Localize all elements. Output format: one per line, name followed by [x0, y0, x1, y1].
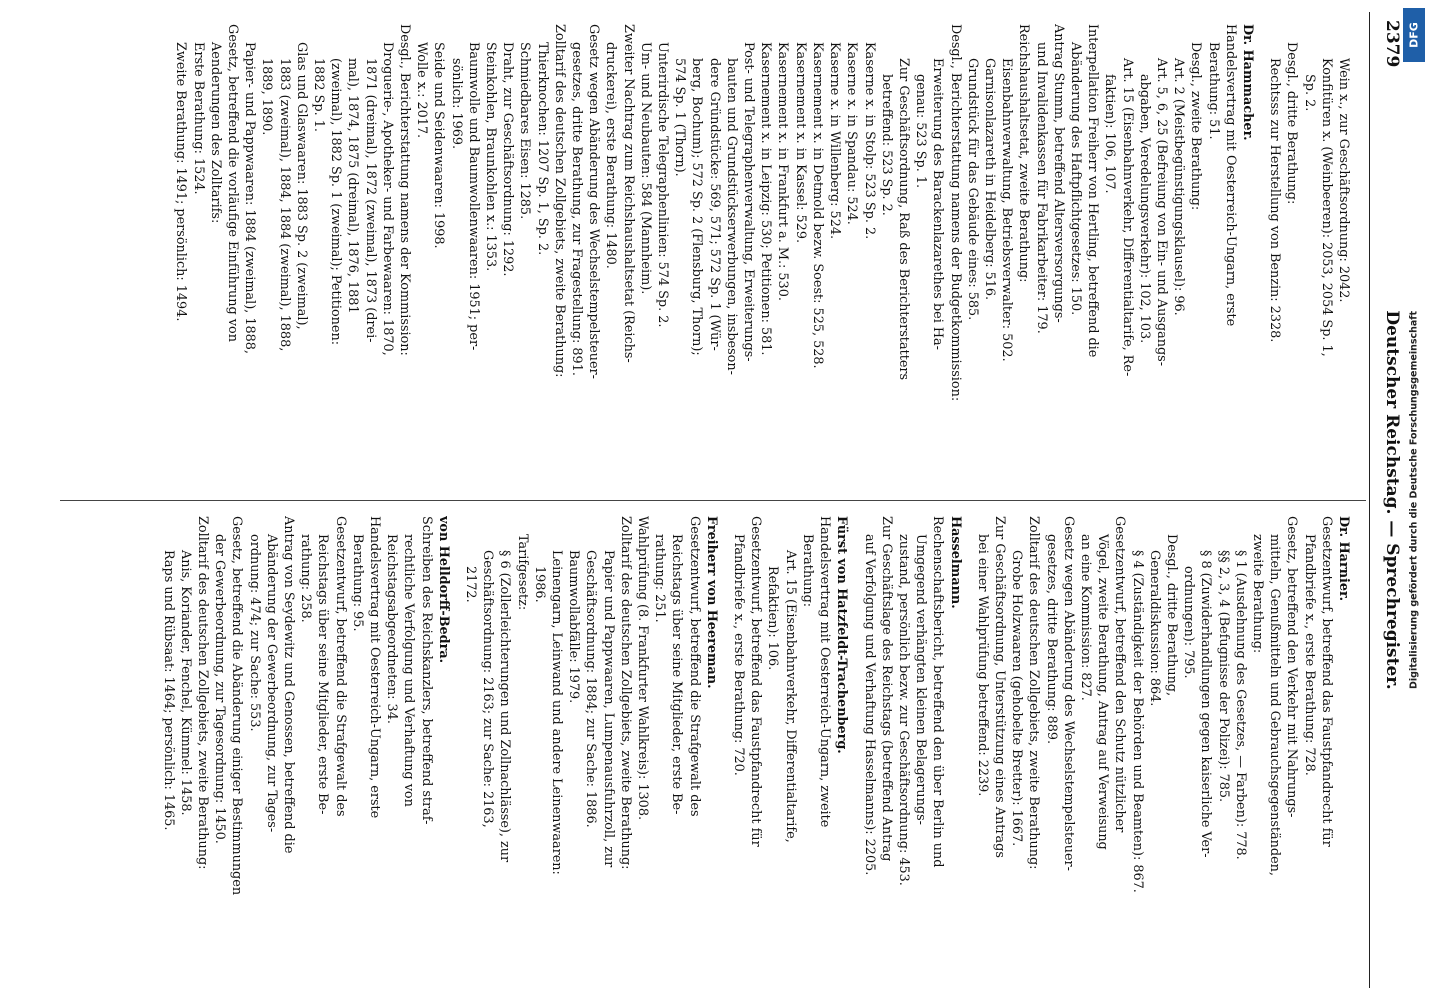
- right-column-entry-line: gesetzes, dritte Berathung: 889.: [1043, 534, 1059, 745]
- right-column-entry-line: ordnungen): 795.: [1181, 566, 1197, 679]
- right-column-entry-line: 2172.: [463, 566, 479, 603]
- right-column-entry-line: Abänderung der Gewerbeordnung, zur Tages-: [263, 534, 279, 833]
- left-column-entry-line: Grundstück für das Gebäude eines: 585.: [964, 58, 980, 321]
- right-column-entry-line: § 8 (Zuwiderhandlungen gegen kaiserliche Ver-: [1198, 550, 1214, 858]
- right-column-entry-line: § 1 (Ausdehnung des Gesetzes, — Farben): 778.: [1232, 550, 1248, 860]
- right-column-entry-line: zustand, persönlich bezw. zur Geschäftsordnung: 453.: [895, 534, 911, 886]
- left-column-entry-line: Zweiter Nachtrag zum Reichshaushaltsetat (Reichs-: [620, 24, 636, 363]
- digitization-strip: [1402, 8, 1426, 993]
- left-column-entry-line: berg, Bochum); 572 Sp. 2 (Flensburg, Thorn);: [689, 58, 705, 356]
- right-column-speaker-name: Dr. Harnier.: [1336, 516, 1351, 602]
- right-column-entry-line: Umgegend verhängten kleinen Belagerungs-: [913, 534, 929, 825]
- right-column-entry-line: Gesetzentwurf, betreffend das Faustpfandrecht für: [748, 516, 764, 847]
- right-column-entry-line: Berathung: 95.: [349, 534, 365, 632]
- left-column-entry-line: Desgl., dritte Berathung:: [1284, 42, 1300, 205]
- dfg-logo-text: DFG: [1407, 22, 1421, 48]
- right-column-entry-line: Reichstags über seine Mitglieder, erste Be-: [315, 534, 331, 815]
- right-column-entry-line: mitteln, Genußmitteln und Gebrauchsgegenständen,: [1267, 534, 1283, 876]
- left-column-entry-line: 1871 (dreimal), 1872 (zweimal), 1873 (drei-: [362, 58, 378, 343]
- left-column-entry-line: Antrag Stumm, betreffend Altersversorgungs-: [1050, 24, 1066, 323]
- left-column-entry-line: Zur Geschäftsordnung, Raß des Berichterstatters: [895, 58, 911, 381]
- left-column-entry-line: (zweimal), 1882 Sp. 1 (zweimal); Petitionen:: [328, 58, 344, 346]
- left-column-entry-line: Zolltarif des deutschen Zollgebiets, zweite Berathung:: [551, 24, 567, 378]
- left-column-entry-line: Kasernement x. in Kassel: 529.: [792, 42, 808, 244]
- left-column-entry-line: Kaserne x. in Willenberg: 524.: [827, 42, 843, 240]
- left-column-entry-line: faktien): 106, 107.: [1102, 74, 1118, 194]
- right-column-entry-line: Pfandbriefe x., erste Berathung: 720.: [731, 534, 747, 776]
- right-column-entry-line: § 4 (Zuständigkeit der Behörden und Beamten): 867.: [1129, 550, 1145, 893]
- left-column-entry-line: Papier- und Pappwaaren: 1884 (zweimal), 1888,: [242, 42, 258, 354]
- right-column-entry-line: Generaldiskussion: 864.: [1146, 550, 1162, 707]
- right-column-entry-line: Zolltarif des deutschen Zollgebiets, zweite Berathung:: [1026, 516, 1042, 870]
- right-column-entry-line: Zolltarif des deutschen Zollgebiets, zweite Berathung:: [195, 516, 210, 870]
- right-column-entry-line: an eine Kommission: 827.: [1077, 534, 1093, 701]
- left-column-entry-line: Berathung: 51.: [1205, 42, 1221, 140]
- left-column-entry-line: Reichshaushaltsetat, zweite Berathung:: [1016, 24, 1032, 283]
- left-column-entry-line: 1889, 1890.: [259, 58, 275, 136]
- left-column-entry-line: Rechtsss zur Herstellung von Benzin: 2328.: [1267, 58, 1283, 343]
- header-rule: [1369, 12, 1370, 988]
- left-column-entry-line: Interpellation Freiherr von Hertling, betreffend die: [1085, 24, 1101, 358]
- left-column-entry-line: Abänderung des Haftpflichtgesetzes: 150.: [1067, 42, 1083, 316]
- right-column-spacer: [452, 516, 462, 974]
- right-column-entry-line: Zur Geschäftsordnung, Unterstützung eines Antrags: [991, 516, 1007, 858]
- left-column-entry-line: dere Gründstücke: 569, 571; 572 Sp. 1 (Wür-: [706, 58, 722, 351]
- right-column-entry-line: Geschäftsordnung: 1884; zur Sache: 1886.: [583, 550, 599, 828]
- left-column-entry-line: Art. 5, 6, 25 (Befreiung von Ein- und Ausgangs-: [1153, 58, 1169, 367]
- left-column-entry-line: Wolle x.: 2017.: [414, 42, 430, 139]
- left-column-entry-line: Desgl., zweite Berathung:: [1188, 42, 1204, 211]
- right-column-entry-line: Reichstags über seine Mitglieder, erste Be-: [669, 534, 685, 815]
- right-column-entry-line: Zur Geschäftslage des Reichstags (betreffend Antrag: [878, 516, 894, 862]
- left-column-entry-line: Desgl., Berichterstattung namens der Kommission:: [397, 24, 413, 356]
- left-column-entry-line: mal), 1874, 1875 (dreimal), 1876, 1881: [345, 58, 361, 314]
- left-column-entry-line: Aenderungen des Zolltarifs:: [207, 42, 223, 224]
- left-column-entry-line: Gesetz, betreffend die vorläufige Einführung von: [225, 24, 240, 342]
- left-column-entry-line: Schmiedbares Eisen: 1285.: [517, 42, 533, 220]
- right-column-speaker-name: Fürst von Hatzfeldt-Trachenberg.: [834, 516, 850, 754]
- right-column-entry-line: Antrag von Seydewitz und Genossen, betreffend die: [281, 516, 297, 854]
- left-column-entry-line: Kasernement x. in Frankfurt a. M.: 530.: [775, 42, 791, 301]
- left-column-entry-line: Wein x., zur Geschäftsordnung: 2042.: [1336, 58, 1351, 303]
- page-header: [1372, 20, 1402, 980]
- right-column-entry-line: Desgl., dritte Berathung,: [1163, 534, 1179, 697]
- left-column-entry-line: Kasernement x. in Detmold bezw. Soest: 525, 528.: [809, 42, 825, 369]
- right-column-spacer: [850, 516, 860, 974]
- left-column-entry-line: Handelsvertrag mit Oesterreich-Ungarn, erste: [1222, 24, 1238, 327]
- right-column-entry-line: Leinengarn, Leinwand und andere Leinenwaaren:: [549, 550, 565, 875]
- left-column-entry-line: Unterirdische Telegraphenlinien: 574 Sp. 2.: [655, 42, 671, 328]
- column-divider: [60, 500, 1366, 501]
- right-column-entry-line: Gesetzentwurf, betreffend das Faustpfandrecht für: [1318, 516, 1334, 847]
- left-column-entry-line: und Invalidenkassen für Fabrikarbeiter: 179.: [1033, 42, 1049, 334]
- right-column-entry-line: Handelsvertrag mit Oesterreich-Ungarn, erste: [367, 516, 383, 819]
- digitization-note: Digitalisierung gefördert durch die Deutsche Forschungsgemeinschaft: [1408, 311, 1420, 689]
- right-column-entry-line: Schreiben des Reichskanzlers, betreffend straf-: [418, 516, 434, 825]
- left-column-entry-line: genau: 523 Sp. 1.: [913, 74, 929, 189]
- left-column-entry-line: Kaserne x. in Stolp: 523 Sp. 2.: [861, 42, 877, 240]
- right-column-entry-line: ordnung: 474; zur Sache: 553.: [246, 534, 262, 732]
- right-column-entry-line: Gesetzentwurf, betreffend den Schutz nützlicher: [1112, 516, 1128, 833]
- right-column-entry-line: Anis, Koriander, Fenchel, Kümmel: 1458.: [177, 550, 193, 816]
- left-column-entry-line: 1883 (zweimal), 1884, 1884 (zweimal), 1888,: [276, 58, 292, 352]
- right-column-entry-line: Reichstagsabgeordneten: 34.: [384, 534, 400, 724]
- right-column-entry-line: rathung: 251.: [652, 534, 668, 623]
- right-column-entry-line: Raps und Rübsaat: 1464; persönlich: 1465.: [160, 550, 176, 831]
- left-column-entry-line: Um- und Neubauten: 584 (Mannheim).: [637, 42, 653, 295]
- left-column-entry-line: Gesetz wegen Abänderung des Wechselstempelsteuer-: [586, 24, 602, 379]
- right-column-spacer: [720, 516, 730, 974]
- right-column-entry-line: Gesetzentwurf, betreffend die Strafgewalt des: [332, 516, 348, 817]
- right-column-entry-line: Gesetzentwurf, betreffend die Strafgewalt des: [686, 516, 702, 817]
- left-column-entry-line: Eisenbahnverwaltung, Betriebsverwalter: 502.: [999, 58, 1015, 362]
- left-column-entry-line: 1882 Sp. 1.: [311, 58, 327, 132]
- left-column-entry-line: Droguerie-, Apotheker- und Farbewaaren: 1870,: [379, 42, 395, 356]
- right-column-entry-line: Gesetz, betreffend die Abänderung einiger Bestimmungen: [229, 516, 245, 896]
- left-column-entry-line: Art. 15 (Eisenbahnverkehr, Differentialtarife, Re-: [1119, 58, 1135, 377]
- left-column-speaker-name: Dr. Hammacher.: [1239, 24, 1255, 141]
- left-column-entry-line: Erste Berathung: 1524.: [190, 42, 206, 195]
- right-column-speaker-name: Hasselmann.: [947, 516, 963, 609]
- right-column-entry-line: § 6 (Zollerleichterungen und Zollnachlässe), zur: [497, 550, 513, 863]
- left-column-entry-line: Thierknochen: 1207 Sp. 1, Sp. 2.: [534, 42, 550, 256]
- right-column-entry-line: Papier und Pappwaaren, Lumpenausfuhrzoll, zur: [600, 550, 616, 868]
- left-column-entry-line: gesetzes, dritte Berathung, zur Fragestellung: 891.: [569, 42, 585, 376]
- left-column-entry-line: 574 Sp. 1 (Thorn).: [672, 58, 688, 177]
- left-column: [172, 24, 1352, 486]
- dfg-logo: [1403, 8, 1425, 62]
- right-column-speaker-name: Freiherr von Heereman.: [703, 516, 719, 689]
- right-column-entry-line: §§ 2, 3, 4 (Befugnisse der Polizei): 785.: [1215, 550, 1231, 803]
- right-column-entry-line: Vögel, zweite Berathung, Antrag auf Verweisung: [1095, 534, 1111, 850]
- right-column-entry-line: Grobe Holzwaaren (gehobelte Bretter): 1667.: [1009, 550, 1025, 847]
- right-column-entry-line: Refaktien): 106.: [765, 566, 781, 671]
- left-column-entry-line: bauten und Grundstückserwerbungen, insbeson-: [723, 58, 739, 375]
- right-column-speaker-name: von Helldorff-Bedra.: [435, 516, 451, 664]
- right-column-entry-line: auf Verfolgung und Verhaftung Hasselmanns): 2205.: [861, 534, 877, 876]
- left-column-entry-line: Kaserne x. in Spandau: 524.: [844, 42, 860, 225]
- running-title: Deutscher Reichstag. — Sprechregister.: [1382, 310, 1402, 690]
- left-column-entry-line: abgaben, Veredelungsverkehr): 102, 103.: [1136, 74, 1152, 344]
- right-column-entry-line: Art. 15 (Eisenbahnverkehr, Differentialtarife,: [782, 550, 798, 843]
- left-column-entry-line: sönlich: 1969.: [448, 58, 464, 150]
- right-column-entry-line: rechtliche Verfolgung und Verhaftung von: [401, 534, 417, 807]
- left-column-entry-line: Konfitüren x. (Weinbeeren): 2053, 2054 Sp. 1,: [1318, 58, 1334, 357]
- left-column-entry-line: Erweiterung des Barackenlazarethes bei Ha-: [930, 58, 946, 350]
- left-column-entry-line: druckerei), erste Berathung: 1480.: [603, 42, 619, 269]
- right-column-entry-line: Zolltarif des deutschen Zollgebiets, zweite Berathung:: [617, 516, 633, 870]
- left-column-spacer: [1256, 24, 1266, 486]
- left-column-entry-line: Steinkohlen, Braunkohlen x.: 1353.: [483, 42, 499, 272]
- right-column-entry-line: der Gewerbeordnung, zur Tagesordnung: 1450.: [212, 534, 228, 844]
- right-column-entry-line: Berathung:: [799, 534, 815, 608]
- right-column-entry-line: Handelsvertrag mit Oesterreich-Ungarn, zweite: [817, 516, 833, 828]
- left-column-entry-line: Kasernement x. in Leipzig: 530; Petitionen: 581.: [758, 42, 774, 356]
- right-column-entry-line: Pfandbriefe x., erste Berathung: 728.: [1301, 534, 1317, 776]
- right-column-entry-line: 1986.: [531, 566, 547, 603]
- left-column-entry-line: Glas und Glaswaaren: 1883 Sp. 2 (zweimal),: [293, 42, 309, 330]
- right-column-entry-line: zweite Berathung:: [1249, 534, 1265, 654]
- right-column-entry-line: Tarifgesetz:: [514, 534, 530, 611]
- right-column-entry-line: Rechenschaftsbericht, betreffend den über Berlin und: [930, 516, 946, 868]
- left-column-entry-line: Draht, zur Geschäftsordnung: 1292.: [500, 42, 516, 277]
- left-column-entry-line: Desgl., Berichterstattung namens der Budgetkommission:: [947, 24, 963, 402]
- right-column-spacer: [964, 516, 974, 974]
- left-column-entry-line: Art. 2 (Meistbegünstigungsklausel): 96.: [1171, 58, 1187, 316]
- left-column-entry-line: Baumwolle und Baumwollenwaaren: 1951; per-: [465, 42, 481, 351]
- right-column: [159, 516, 1352, 974]
- left-column-entry-line: Post- und Telegraphenverwaltung, Erweiterungs-: [741, 42, 757, 362]
- right-column-entry-line: Gesetz wegen Abänderung des Wechselstempelsteuer-: [1060, 516, 1076, 871]
- right-column-entry-line: Gesetz, betreffend den Verkehr mit Nahrungs-: [1284, 516, 1300, 818]
- right-column-entry-line: bei einer Wahlprüfung betreffend: 2239.: [974, 534, 990, 797]
- left-column-entry-line: betreffend: 523 Sp. 2.: [878, 74, 894, 216]
- left-column-entry-line: Sp. 2.: [1301, 74, 1317, 112]
- right-column-entry-line: Baumwollabfälle: 1979.: [566, 550, 582, 704]
- page-number: 2379: [1382, 20, 1402, 68]
- left-column-entry-line: Garnisonlazareth in Heidelberg: 516.: [981, 58, 997, 301]
- right-column-entry-line: rathung: 258.: [298, 534, 314, 623]
- left-column-entry-line: Zweite Berathung: 1491; persönlich: 1494.: [173, 42, 189, 322]
- left-column-entry-line: Seide und Seidenwaaren: 1998.: [431, 42, 447, 249]
- right-column-entry-line: Geschäftsordnung: 2163; zur Sache: 2163,: [480, 550, 496, 828]
- right-column-entry-line: Wahlprüfung (8. Frankfurter Wahlkreis): 1308.: [635, 516, 651, 821]
